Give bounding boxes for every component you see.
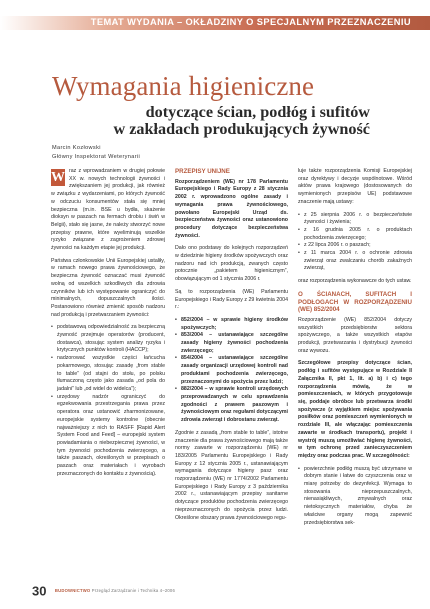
paragraph: Rozporządzenie (WE) 852/2004 dotyczy wszystkich przedsiębiorstw sektora spożywczego, a także wszystkich etapów produkcji, przetwarzania i dystrybucji żywności oraz wywozu. (298, 316, 412, 354)
list-item: • 853/2004 – ustanawiające szczególne zasady higieny żywności pochodzenia zwierzęcego; (175, 332, 288, 355)
bullet-list (298, 466, 412, 528)
paragraph: Zgodnie z zasadą „from stable to table”, istotne znaczenie dla prawa żywnościowego mają także normy zawarte w rozporządzeniu (WE) nr 183/2005 Parlamentu Europejskiego i Rady Europy z 12 stycznia 2005 r., ustanawiającym wymagania dotyczące higieny pasz oraz rozporządzeniu (WE) nr 1774/2002 Parlamentu Europejskiego i Rady Europy z 3 października 2002 r., ustanawiającym przepisy sanitarne dotyczące produktów pochodzenia zwierzęcego nieprzeznaczonych do spożycia przez ludzi. Określone obszary prawa żywnościowego regu- (175, 429, 288, 521)
list-item: • z 25 sierpnia 2006 r. o bezpieczeństwie żywności i żywienia; (298, 212, 412, 227)
section-heading: O ŚCIANACH, SUFITACH I PODŁOGACH W ROZPORZĄDZENIU (WE) 852/2004 (298, 290, 412, 314)
author-name: Marcin Kozłowski (52, 145, 101, 151)
list-item: • z 16 grudnia 2005 r. o produktach pochodzenia zwierzęcego; (298, 227, 412, 242)
intro-paragraph (51, 168, 165, 253)
paragraph: Państwa członkowskie Unii Europejskiej ustaliły, w ramach nowego prawa żywnościowego, że bezpieczna żywność oznaczać musi żywność wolną od wszelkich szkodliwych dla zdrowia czynników lub ich występowanie ograniczyć do minimalnych, dopuszczalnych ilości. Postanowiono również zmienić sposób nadzoru nad produkcją i przetwarzaniem żywności: (51, 257, 165, 318)
list-item: • powierzchnie podłóg muszą być utrzymane w dobrym stanie i łatwe do czyszczenia oraz w miarę potrzeby do dezynfekcji. Wymaga to stosowania nieprzepuszczalnych, nienasiąkliwych, zmywalnych oraz nietoksycznych materiałów, chyba że właściwe organy mogą zapewnić przedsiębiorstwa sek- (298, 466, 412, 528)
section-banner (0, 16, 430, 30)
subtitle-line: w zakładach produkujących żywność (113, 120, 370, 138)
magazine-title: Przegląd Zarządzanie i Technika (91, 588, 159, 594)
intro-text: raz z wprowadzaniem w drugiej połowie XX w. nowych technologii żywności i zwiększaniem jej produkcji, jak również w związku z wydarzeniami, po których żywność w odczuciu konsumentów stała się mniej bezpieczna (m.in. BSE u bydła, skażenie dioksyn w paszach na fermach drobiu i świń w Belgii), stało się jasne, że należy stworzyć nowe przepisy prawne, które wyeliminują wszelkie ryzyko związane z zagrożeniem zdrowej żywności na każdym etapie jej produkcji. (51, 168, 165, 252)
paragraph: Dało ono podstawy do kolejnych rozporządzeń w dziedzinie higieny środków spożywczych oraz nadzoru nad ich produkcją, zwanych często potocznie „pakietem higienicznym”, obowiązującym od 1 stycznia 2006 r. (175, 245, 288, 283)
author-block (52, 144, 140, 162)
column-1 (51, 168, 165, 483)
paragraph: Są to rozporządzenia (WE) Parlamentu Europejskiego i Rady Europy z 29 kwietnia 2004 r.: (175, 288, 288, 311)
article-subtitle (30, 104, 370, 138)
bullet-list (51, 324, 165, 478)
section-heading: PRZEPISY UNIJNE (175, 168, 230, 175)
issue-number: 4–2006 (159, 588, 175, 594)
bullet-list (175, 317, 288, 425)
page-footer (32, 582, 175, 600)
paragraph: oraz rozporządzenia wykonawcze do tych ustaw. (298, 278, 412, 285)
article-title: Wymagania higieniczne (52, 71, 315, 101)
list-item: • z 11 marca 2004 r. o ochronie zdrowia zwierząt oraz zwalczaniu chorób zakaźnych zwierząt, (298, 250, 412, 273)
author-role: Główny Inspektorat Weterynarii (52, 154, 141, 160)
list-item: • podstawową odpowiedzialność za bezpieczną żywność przejmuje operatorów (producent, dostawca), stosując system analizy ryzyka i krytycznych punktów kontroli (HACCP); (51, 324, 165, 355)
lead-paragraph: Rozporządzeniem (WE) nr 178 Parlamentu Europejskiego i Rady Europy z 28 stycznia 2002 r. wprowadzono ogólne zasady i wymagania prawa żywnościowego, powołano Europejski Urząd ds. bezpieczeństwa żywności oraz ustanowiono procedury dotyczące bezpieczeństwa żywności. (175, 178, 288, 239)
list-item: • 852/2004 – w sprawie higieny środków spożywczych; (175, 317, 288, 332)
magazine-prefix: BUDOWNICTWO (54, 588, 91, 594)
magazine-name (55, 588, 175, 593)
subtitle-line: dotyczące ścian, podłóg i sufitów (145, 103, 370, 121)
list-item: • z 22 lipca 2006 r. o paszach; (298, 242, 412, 250)
list-item: • nadzorować wszystkie części łańcucha pokarmowego, stosując zasadę „from stable to table” (od stajni do stołu, po polsku tłumaczoną często jako zasada „od pola do jadalni” lub „od widel do widelca”); (51, 355, 165, 394)
column-2 (175, 168, 288, 527)
drop-cap: W (51, 170, 65, 185)
page-number: 30 (32, 583, 47, 599)
column-3 (298, 168, 412, 532)
paragraph: Szczegółowe przepisy dotyczące ścian, podłóg i sufitów występujące w Rozdziale II Załącznika II, pkt 1, lit. a) b) i c) tego rozporządzenia mówią, że w pomieszczeniach, w których przygotowuje się, poddaje obróbce lub przetwarza środki spożywcze (z wyjątkiem miejsc spożywania posiłków oraz pomieszczeń wymienionych w rozdziale III, ale włączając pomieszczenia zawarte w środkach transportu), projekt i wystrój muszą umożliwiać higienę żywności, w tym ochronę przed zanieczyszczeniem między oraz podczas prac. W szczególności: (298, 360, 412, 459)
list-item: • urzędowy nadzór ograniczyć do egzekwowania przestrzegania prawa przez operatora oraz ustanowić zharmonizowane, europejskie systemy kontrolne (obecnie najważniejszy z nich to RASFF [Rapid Alert System Food and Feed] – europejski system powiadamiania o niebezpiecznej żywności, w tym żywności pochodzenia zwierzęcego, a także paszach, określonych w przepisach o paszach oraz materiałach i wyrobach przeznaczonych do kontaktu z żywnością). (51, 394, 165, 479)
section-label: TEMAT WYDANIA – OKŁADZINY O SPECJALNYM PRZEZNACZENIU (90, 17, 411, 27)
bullet-list (298, 212, 412, 274)
list-item: • 854/2004 – ustanawiające szczególne zasady organizacji urzędowej kontroli nad produktami pochodzenia zwierzęcego, przeznaczonymi do spożycia przez ludzi; (175, 355, 288, 386)
paragraph: luje także rozporządzenia Komisji Europejskiej oraz dyrektywy i decyzje wspólnotowe. Wśród aktów prawa krajowego (dostosowanych do wymienionych przepisów UE) podstawowe znaczenie mają ustawy: (298, 168, 412, 205)
list-item: • 882/2004 – w sprawie kontroli urzędowych przeprowadzanych w celu sprawdzenia zgodności z prawem paszowym i żywnościowym oraz regułami dotyczącymi zdrowia zwierząt i dobrostanu zwierząt. (175, 386, 288, 425)
